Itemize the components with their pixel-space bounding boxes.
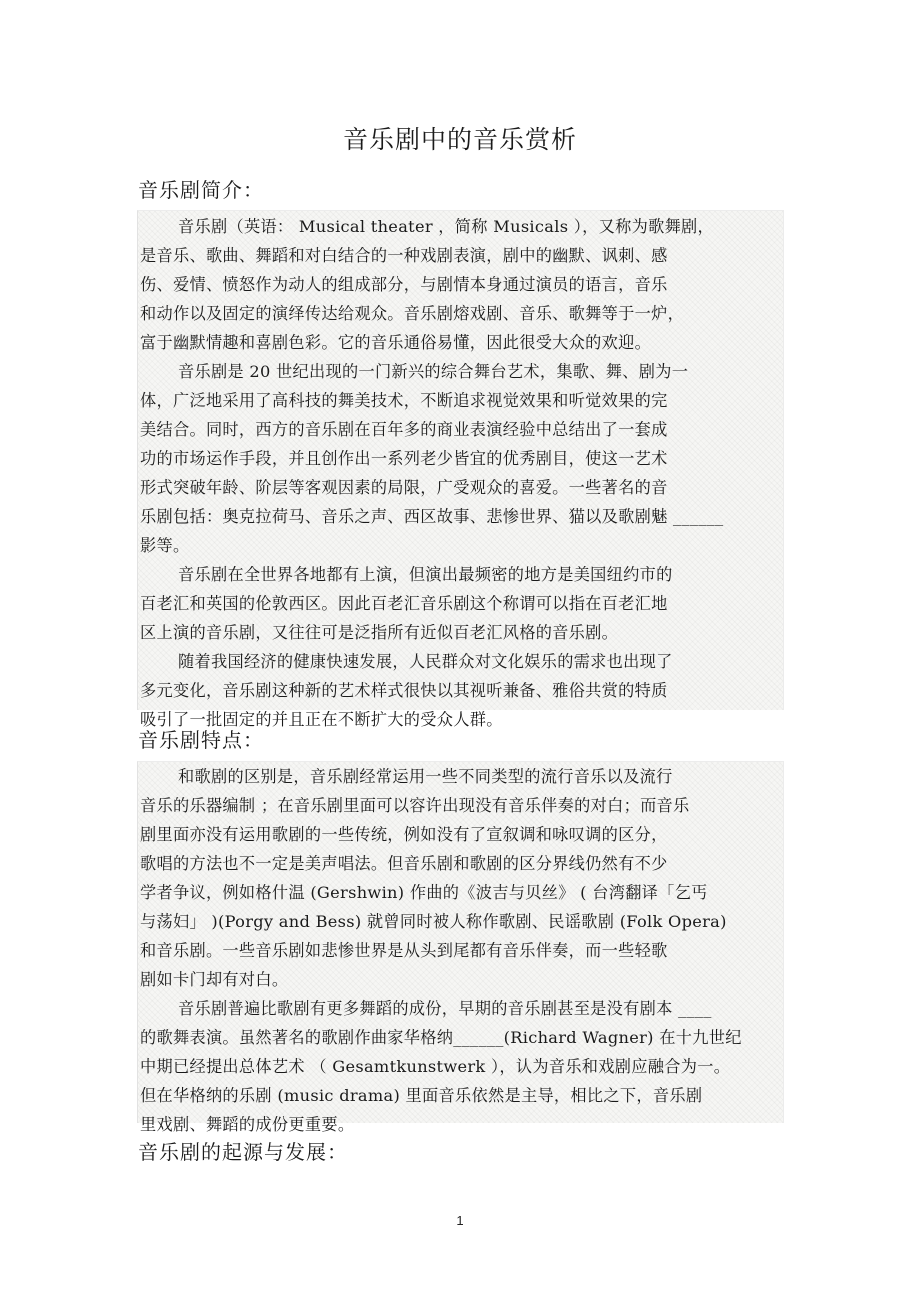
text-line: 但在华格纳的乐剧 (music drama) 里面音乐依然是主导，相比之下，音乐剧 bbox=[140, 1086, 703, 1105]
section-heading-features: 音乐剧特点： bbox=[138, 728, 264, 752]
page-number: 1 bbox=[456, 1213, 464, 1228]
text-line: 形式突破年龄、阶层等客观因素的局限，广受观众的喜爱。一些著名的音 bbox=[140, 478, 668, 497]
text-line: 的歌舞表演。虽然著名的歌剧作曲家华格纳______(Richard Wagner) 在十九世纪 bbox=[140, 1028, 742, 1047]
text-line: 影等。 bbox=[140, 536, 190, 555]
section-heading-origin: 音乐剧的起源与发展： bbox=[138, 1140, 348, 1164]
text-line: 音乐的乐器编制 ；在音乐剧里面可以容许出现没有音乐伴奏的对白；而音乐 bbox=[140, 796, 690, 815]
text-line: 剧里面亦没有运用歌剧的一些传统，例如没有了宣叙调和咏叹调的区分， bbox=[140, 825, 668, 844]
text-line: 音乐剧是 20 世纪出现的一门新兴的综合舞台艺术，集歌、舞、剧为一 bbox=[178, 362, 689, 381]
text-line: 乐剧包括：奥克拉荷马、音乐之声、西区故事、悲惨世界、猫以及歌剧魅 ______ bbox=[140, 507, 724, 526]
text-line: 体，广泛地采用了高科技的舞美技术，不断追求视觉效果和听觉效果的完 bbox=[140, 391, 668, 410]
text-line: 是音乐、歌曲、舞蹈和对白结合的一种戏剧表演，剧中的幽默、讽刺、感 bbox=[140, 246, 668, 265]
text-line: 多元变化，音乐剧这种新的艺术样式很快以其视听兼备、雅俗共赏的特质 bbox=[140, 681, 668, 700]
text-line: 美结合。同时，西方的音乐剧在百年多的商业表演经验中总结出了一套成 bbox=[140, 420, 668, 439]
text-line: 学者争议，例如格什温 (Gershwin) 作曲的《波吉与贝丝》 ( 台湾翻译「乞丐 bbox=[140, 883, 708, 902]
text-line: 百老汇和英国的伦敦西区。因此百老汇音乐剧这个称谓可以指在百老汇地 bbox=[140, 594, 668, 613]
text-line: 和动作以及固定的演绎传达给观众。音乐剧熔戏剧、音乐、歌舞等于一炉， bbox=[140, 304, 685, 323]
intro-body bbox=[140, 212, 780, 734]
text-line: 功的市场运作手段，并且创作出一系列老少皆宜的优秀剧目，使这一艺术 bbox=[140, 449, 668, 468]
text-line: 音乐剧普遍比歌剧有更多舞蹈的成份，早期的音乐剧甚至是没有剧本 ____ bbox=[178, 999, 712, 1018]
text-line: 区上演的音乐剧，又往往可是泛指所有近似百老汇风格的音乐剧。 bbox=[140, 623, 619, 642]
text-line: 伤、爱情、愤怒作为动人的组成部分，与剧情本身通过演员的语言，音乐 bbox=[140, 275, 668, 294]
text-line: 富于幽默情趣和喜剧色彩。它的音乐通俗易懂，因此很受大众的欢迎。 bbox=[140, 333, 652, 352]
text-line: 和歌剧的区别是，音乐剧经常运用一些不同类型的流行音乐以及流行 bbox=[178, 767, 673, 786]
section-heading-intro: 音乐剧简介： bbox=[138, 178, 264, 202]
text-line: 中期已经提出总体艺术 （ Gesamtkunstwerk ），认为音乐和戏剧应融合为一。 bbox=[140, 1057, 731, 1076]
text-line: 音乐剧（英语： Musical theater ，简称 Musicals ），又称为歌舞剧， bbox=[178, 217, 715, 236]
text-line: 和音乐剧。一些音乐剧如悲惨世界是从头到尾都有音乐伴奏，而一些轻歌 bbox=[140, 941, 668, 960]
text-line: 吸引了一批固定的并且正在不断扩大的受众人群。 bbox=[140, 710, 503, 729]
features-body bbox=[140, 762, 780, 1139]
text-line: 音乐剧在全世界各地都有上演，但演出最频密的地方是美国纽约市的 bbox=[178, 565, 673, 584]
text-line: 剧如卡门却有对白。 bbox=[140, 970, 289, 989]
text-line: 里戏剧、舞蹈的成份更重要。 bbox=[140, 1115, 355, 1134]
text-line: 歌唱的方法也不一定是美声唱法。但音乐剧和歌剧的区分界线仍然有不少 bbox=[140, 854, 668, 873]
document-title: 音乐剧中的音乐赏析 bbox=[342, 125, 577, 154]
text-line: 与荡妇」 )(Porgy and Bess) 就曾同时被人称作歌剧、民谣歌剧 (Folk Opera) bbox=[140, 912, 727, 931]
text-line: 随着我国经济的健康快速发展，人民群众对文化娱乐的需求也出现了 bbox=[178, 652, 673, 671]
